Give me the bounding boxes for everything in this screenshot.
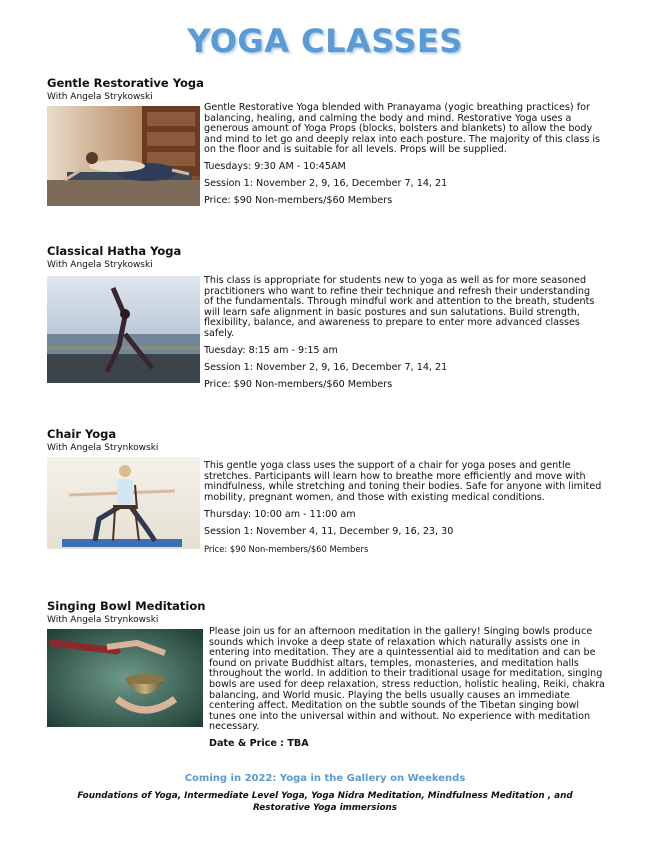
class-description-block: [204, 461, 602, 561]
class-session: Session 1: November 2, 9, 16, December 7, 14, 21: [204, 361, 448, 373]
class-price: Price: $90 Non-members/$60 Members: [204, 378, 393, 390]
class-title: Gentle Restorative Yoga: [47, 76, 204, 90]
class-instructor: With Angela Strynkowski: [47, 615, 159, 625]
class-singing-bowl: [47, 599, 607, 750]
photo-singing-bowl: [47, 629, 203, 727]
class-description-block: [204, 276, 602, 397]
class-instructor: With Angela Strynkowski: [47, 443, 159, 453]
class-title: Classical Hatha Yoga: [47, 244, 182, 258]
class-date-price: Date & Price : TBA: [209, 738, 309, 750]
photo-restorative-yoga: [47, 106, 200, 206]
photo-chair-yoga: [47, 457, 200, 549]
class-schedule: Tuesday: 8:15 am - 9:15 am: [204, 344, 338, 356]
class-description: Gentle Restorative Yoga blended with Pranayama (yogic breathing practices) for balancing, healing, and calming the body and mind. Restorative Yoga uses a generous amount of Yoga Props (blocks, bolsters and blankets) to allow the body and mind to let go and deeply relax into each posture. The majority of this class is on the floor and is suitable for all levels. Props will be supplied.: [204, 102, 601, 156]
class-schedule: Thursday: 10:00 am - 11:00 am: [204, 508, 356, 520]
footer-text: Foundations of Yoga, Intermediate Level Yoga, Yoga Nidra Meditation, Mindfulness Meditation , and Restorative Yoga immersions: [77, 791, 573, 813]
photo-hatha-yoga: [47, 276, 200, 383]
class-classical-hatha: [47, 244, 607, 390]
class-chair-yoga: [47, 427, 607, 554]
class-description-block: [204, 103, 602, 213]
class-price: Price: $90 Non-members/$60 Members: [204, 543, 369, 554]
class-description: This gentle yoga class uses the support of a chair for yoga poses and gentle stretches. Participants will learn how to breathe more efficiently and move with mindfulness, while stretching and toning their bodies. Safe for anyone with limited mobility, pregnant women, and those with existing medical conditions.: [204, 460, 602, 503]
class-description: This class is appropriate for students new to yoga as well as for more seasoned practitioners who want to refine their technique and refresh their understanding of the fundamentals. Through mindful work and attention to the breath, students will learn safe alignment in basic postures and sun salutations. Build strength, flexibility, balance, and awareness to prepare to enter more advanced classes safely.: [204, 275, 595, 339]
class-session: Session 1: November 2, 9, 16, December 7, 14, 21: [204, 178, 448, 190]
class-description-block: [209, 627, 607, 756]
class-description: Please join us for an afternoon meditation in the gallery! Singing bowls produce sounds which invoke a deep state of relaxation which naturally assists one in entering into meditation. They are a quintessential aid to meditation and can be found on private Buddhist altars, temples, monasteries, and meditation halls throughout the world. In addition to their traditional usage for meditation, singing bowls are used for deep relaxation, stress reduction, holistic healing, Reiki, chakra balancing, and World music. Playing the bells usually causes an immediate centering affect. Meditation on the subtle sounds of the Tibetan singing bowl tunes one into the universal within and without. No experience with meditation necessary.: [209, 626, 605, 733]
class-gentle-restorative: [47, 76, 607, 207]
class-session: Session 1: November 4, 11, December 9, 16, 23, 30: [204, 525, 454, 537]
class-title: Singing Bowl Meditation: [47, 599, 206, 613]
class-instructor: With Angela Strykowski: [47, 92, 153, 102]
class-price: Price: $90 Non-members/$60 Members: [204, 195, 393, 207]
page-title: YOGA CLASSES: [187, 22, 463, 60]
class-title: Chair Yoga: [47, 427, 117, 441]
footer-heading: Coming in 2022: Yoga in the Gallery on Weekends: [184, 773, 466, 784]
class-instructor: With Angela Strykowski: [47, 260, 153, 270]
class-schedule: Tuesdays: 9:30 AM - 10:45AM: [204, 161, 346, 173]
